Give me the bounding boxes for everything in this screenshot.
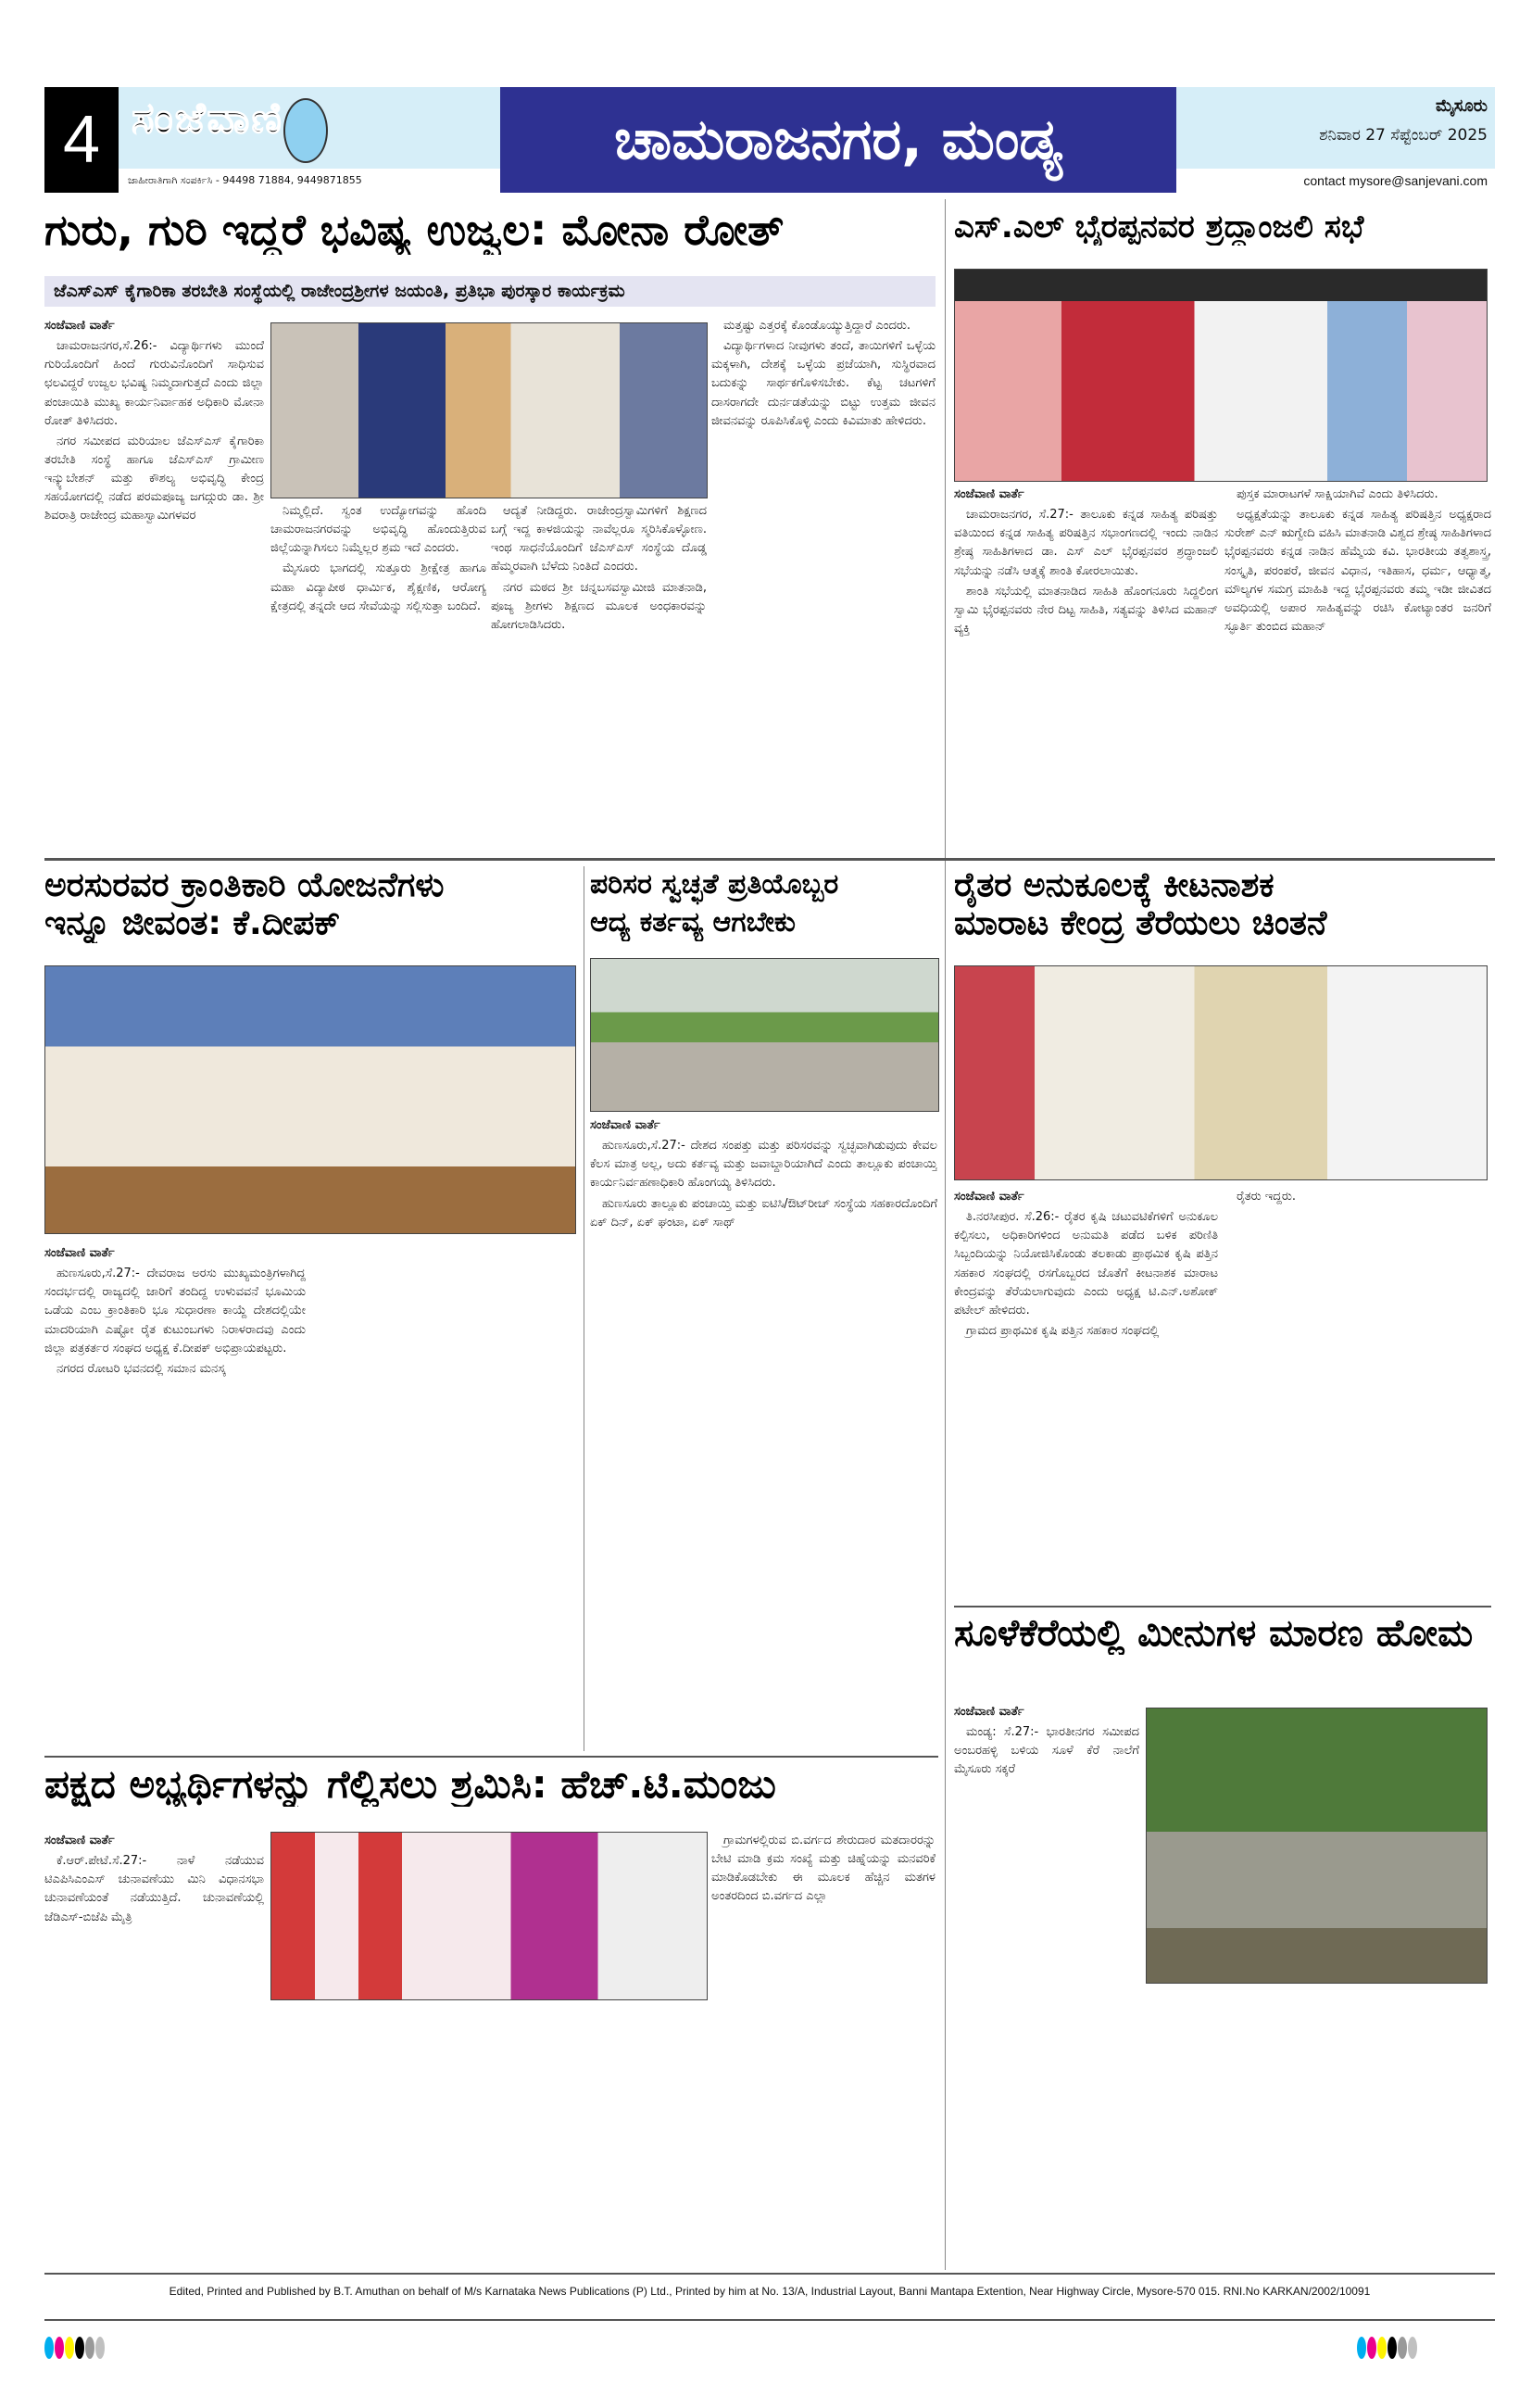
paragraph: ನಗರ ಸಮೀಪದ ಮರಿಯಾಲ ಜೆಎಸ್‌ಎಸ್ ಕೈಗಾರಿಕಾ ತರಬೇತಿ ಸಂಸ್ಥೆ ಹಾಗೂ ಜೆಎಸ್‌ಎಸ್ ಗ್ರಾಮೀಣ ಇನ್ಕ್ಯುಬೇಶನ್ ಮತ್ತು ಕೌಶಲ್ಯ ಅಭಿವೃದ್ಧಿ ಕೇಂದ್ರ ಸಹಯೋಗದಲ್ಲಿ ನಡೆದ ಪರಮಪೂಜ್ಯ ಜಗದ್ಗುರು ಡಾ. ಶ್ರೀ ಶಿವರಾತ್ರಿ ರಾಜೇಂದ್ರ ಮಹಾಸ್ವಾಮಿಗಳವರ — [44, 434, 264, 523]
headline — [954, 866, 1495, 943]
byline: ಸಂಜೆವಾಣಿ ವಾರ್ತೆ — [954, 487, 1024, 501]
photo-pesticide-centre — [954, 965, 1488, 1180]
headline-line: ರೈತರ ಅನುಕೂಲಕ್ಕೆ ಕೀಟನಾಶಕ — [954, 866, 1275, 904]
article-column — [44, 317, 264, 851]
paragraph: ಕೆ.ಆರ್.ಪೇಟೆ.ಸೆ.27:- ನಾಳೆ ನಡೆಯುವ ಟಿಎಪಿಸಿಎಂಎಸ್ ಚುನಾವಣೆಯು ಮಿನಿ ವಿಧಾನಸಭಾ ಚುನಾವಣೆಯಂತೆ ನಡೆಯುತ್ತಿದೆ. ಚುನಾವಣೆಯಲ್ಲಿ ಜೆಡಿಎಸ್-ಬಿಜೆಪಿ ಮೈತ್ರಿ — [44, 1854, 264, 1924]
paragraph: ಪುಸ್ತಕ ಮಾರಾಟಗಳೆ ಸಾಕ್ಷಿಯಾಗಿವೆ ಎಂದು ತಿಳಿಸಿದರು. — [1237, 487, 1438, 501]
registration-dot — [1377, 2337, 1387, 2359]
photo-dead-fish-lake — [1146, 1708, 1488, 1984]
photo-tribute-meeting — [954, 269, 1488, 482]
article-column — [711, 317, 936, 851]
headline-line: ಇನ್ನೂ ಜೀವಂತ: ಕೆ.ದೀಪಕ್ — [44, 904, 341, 943]
headline: ಸೂಳೆಕೆರೆಯಲ್ಲಿ ಮೀನುಗಳ ಮಾರಣ ಹೋಮ — [954, 1612, 1474, 1655]
headline-line: ಮಾರಾಟ ಕೇಂದ್ರ ತೆರೆಯಲು ಚಿಂತನೆ — [954, 904, 1327, 943]
article-column — [711, 1832, 936, 2261]
paragraph: ವಿದ್ಯಾರ್ಥಿಗಳಾದ ನೀವುಗಳು ತಂದೆ, ತಾಯಿಗಳಿಗೆ ಒಳ್ಳೆಯ ಮಕ್ಕಳಾಗಿ, ದೇಶಕ್ಕೆ ಒಳ್ಳೆಯ ಪ್ರಜೆಯಾಗಿ, ಸುಸ್ಥಿರವಾದ ಬದುಕನ್ನು ಸಾರ್ಥಕಗೊಳಿಸಬೇಕು. ಕೆಟ್ಟ ಚಟಗಳಿಗೆ ದಾಸರಾಗದೇ ದುರ್ನಡತೆಯನ್ನು ಬಿಟ್ಟು ಉತ್ತಮ ಜೀವನ ಜೀವನವನ್ನು ರೂಪಿಸಿಕೊಳ್ಳಿ ಎಂದು ಕಿವಿಮಾತು ಹೇಳಿದರು. — [711, 339, 936, 428]
paragraph: ಹುಣಸೂರು,ಸೆ.27:- ದೇವರಾಜ ಅರಸು ಮುಖ್ಯಮಂತ್ರಿಗಳಾಗಿದ್ದ ಸಂದರ್ಭದಲ್ಲಿ ರಾಜ್ಯದಲ್ಲಿ ಜಾರಿಗೆ ತಂದಿದ್ದ ಉಳುವವನೆ ಭೂಮಿಯ ಒಡೆಯ ಎಂಬ ಕ್ರಾಂತಿಕಾರಿ ಭೂ ಸುಧಾರಣಾ ಕಾಯ್ದೆ ದೇಶದಲ್ಲಿಯೇ ಮಾದರಿಯಾಗಿ ಎಷ್ಟೋ ರೈತ ಕುಟುಂಬಗಳು ನಿರಾಳರಾದವು ಎಂದು ಜಿಲ್ಲಾ ಪತ್ರಕರ್ತರ ಸಂಘದ ಅಧ್ಯಕ್ಷ ಕೆ.ದೀಪಕ್ ಅಭಿಪ್ರಾಯಪಟ್ಟರು. — [44, 1267, 306, 1355]
byline: ಸಂಜೆವಾಣಿ ವಾರ್ತೆ — [44, 1834, 115, 1847]
photo-cleanliness-drive — [590, 958, 939, 1112]
registration-dot — [55, 2337, 64, 2359]
paragraph: ತಿ.ನರಸೀಪುರ. ಸೆ.26:- ರೈತರ ಕೃಷಿ ಚಟುವಟಿಕೆಗಳಿಗೆ ಅನುಕೂಲ ಕಲ್ಪಿಸಲು, ಅಧಿಕಾರಿಗಳಿಂದ ಅನುಮತಿ ಪಡೆದ ಬಳಿಕ ಪರಿಣಿತಿ ಸಿಬ್ಬಂದಿಯನ್ನು ನಿಯೋಜಿಸಿಕೊಂಡು ತಲಕಾಡು ಪ್ರಾಥಮಿಕ ಕೃಷಿ ಪತ್ತಿನ ಸಹಕಾರ ಸಂಘದಲ್ಲಿ ರಸಗೊಬ್ಬರದ ಜೊತೆಗೆ ಕೀಟನಾಶಕ ಮಾರಾಟ ಕೇಂದ್ರವನ್ನು ತೆರೆಯಲಾಗುವುದು ಎಂದು ಅಧ್ಯಕ್ಷ ಟಿ.ಎನ್.ಅಶೋಕ್ ಪಟೇಲ್ ಹೇಳಿದರು. — [954, 1210, 1218, 1317]
headline — [44, 866, 582, 943]
paragraph: ಶಾಂತಿ ಸಭೆಯಲ್ಲಿ ಮಾತನಾಡಿದ ಸಾಹಿತಿ ಹೊಂಗನೂರು ಸಿದ್ದಲಿಂಗ ಸ್ವಾಮಿ ಭೈರಪ್ಪನವರು ನೇರ ದಿಟ್ಟ ಸಾಹಿತಿ, ಸತ್ಯವನ್ನು ತಿಳಿಸಿದ ಮಹಾನ್ ವ್ಯಕ್ತಿ — [954, 584, 1218, 636]
dove-emblem-icon — [283, 98, 328, 163]
paragraph: ನಿಮ್ಮಲ್ಲಿದೆ. ಸ್ವಂತ ಉದ್ಯೋಗವನ್ನು ಹೊಂದಿ ಚಾಮರಾಜನಗರವನ್ನು ಅಭಿವೃದ್ಧಿ ಹೊಂದುತ್ತಿರುವ ಜಿಲ್ಲೆಯನ್ನಾಗಿಸಲು ನಿಮ್ಮೆಲ್ಲರ ಶ್ರಮ ಇದೆ ಎಂದರು. — [270, 504, 486, 556]
section-rule — [44, 1756, 938, 1758]
paragraph: ಚಾಮರಾಜನಗರ, ಸೆ.27:- ತಾಲೂಕು ಕನ್ನಡ ಸಾಹಿತ್ಯ ಪರಿಷತ್ತು ವತಿಯಿಂದ ಕನ್ನಡ ಸಾಹಿತ್ಯ ಪರಿಷತ್ತಿನ ಸಭಾಂಗಣದಲ್ಲಿ ಇಂದು ನಾಡಿನ ಶ್ರೇಷ್ಠ ಸಾಹಿತಿಗಳಾದ ಡಾ. ಎಸ್ ಎಲ್ ಭೈರಪ್ಪನವರ ಶ್ರದ್ಧಾಂಜಲಿ ಸಭೆಯನ್ನು ನಡೆಸಿ ಆತ್ಮಕ್ಕೆ ಶಾಂತಿ ಕೋರಲಾಯಿತು. — [954, 508, 1218, 578]
article-column — [491, 2006, 707, 2261]
article-column — [590, 1116, 937, 1746]
column-divider — [945, 199, 946, 2270]
registration-dot — [1357, 2337, 1366, 2359]
paragraph: ಮೈಸೂರು ಭಾಗದಲ್ಲಿ ಸುತ್ತೂರು ಶ್ರೀಕ್ಷೇತ್ರ ಹಾಗೂ ಮಹಾ ವಿದ್ಯಾಪೀಠ ಧಾರ್ಮಿಕ, ಶೈಕ್ಷಣಿಕ, ಆರೋಗ್ಯ ಕ್ಷೇತ್ರದಲ್ಲಿ ತನ್ನದೇ ಆದ ಸೇವೆಯನ್ನು ಸಲ್ಲಿಸುತ್ತಾ ಬಂದಿದೆ. — [270, 561, 486, 613]
paragraph: ಆದ್ಯತೆ ನೀಡಿದ್ದರು. ರಾಜೇಂದ್ರಸ್ವಾಮಿಗಳಿಗೆ ಶಿಕ್ಷಣದ ಬಗ್ಗೆ ಇದ್ದ ಕಾಳಜಿಯನ್ನು ನಾವೆಲ್ಲರೂ ಸ್ಮರಿಸಿಕೊಳ್ಳೋಣ. ಇಂಥ ಸಾಧನೆಯೊಂದಿಗೆ ಜೆಎಸ್‌ಎಸ್ ಸಂಸ್ಥೆಯ ದೊಡ್ಡ ಹೆಮ್ಮರವಾಗಿ ಬೆಳೆದು ನಿಂತಿದೆ ಎಂದರು. — [491, 504, 707, 574]
contact-email: contact mysore@sanjevani.com — [1176, 169, 1495, 193]
paragraph: ಗ್ರಾಮಗಳಲ್ಲಿರುವ ಬಿ.ವರ್ಗದ ಶೇರುದಾರ ಮತದಾರರನ್ನು ಬೇಟಿ ಮಾಡಿ ಕ್ರಮ ಸಂಖ್ಯೆ ಮತ್ತು ಚಿಹ್ನೆಯನ್ನು ಮನವರಿಕೆ ಮಾಡಿಕೊಡಬೇಕು ಈ ಮೂಲಕ ಹೆಚ್ಚಿನ ಮತಗಳ ಅಂತರದಿಂದ ಬಿ.ವರ್ಗದ ಎಲ್ಲಾ — [711, 1834, 936, 1904]
article-column — [954, 1188, 1218, 1601]
registration-dot — [65, 2337, 74, 2359]
ad-contact: ಜಾಹೀರಾತಿಗಾಗಿ ಸಂಪರ್ಕಿಸಿ - 94498 71884, 9449871855 — [119, 169, 500, 193]
photo-jayanthi-event — [270, 322, 708, 498]
registration-dot — [1408, 2337, 1417, 2359]
paragraph: ಮಂಡ್ಯ: ಸೆ.27:- ಭಾರತೀನಗರ ಸಮೀಪದ ಅಂಬರಹಳ್ಳಿ ಬಳಿಯ ಸೂಳೆ ಕೆರೆ ನಾಲೆಗೆ ಮೈಸೂರು ಸಕ್ಕರೆ — [954, 1725, 1139, 1777]
headline-line: ಪರಿಸರ ಸ್ವಚ್ಛತೆ ಪ್ರತಿಯೊಬ್ಬರ — [590, 868, 839, 901]
paragraph: ಹುಣಸೂರು,ಸೆ.27:- ದೇಶದ ಸಂಪತ್ತು ಮತ್ತು ಪರಿಸರವನ್ನು ಸ್ವಚ್ಛವಾಗಿಡುವುದು ಕೇವಲ ಕೆಲಸ ಮಾತ್ರ ಅಲ್ಲ, ಅದು ಕರ್ತವ್ಯ ಮತ್ತು ಜವಾಬ್ದಾರಿಯಾಗಿದೆ ಎಂದು ತಾಲ್ಲೂಕು ಪಂಚಾಯ್ತಿ ಕಾರ್ಯನಿರ್ವಹಣಾಧಿಕಾರಿ ಹೊಂಗಯ್ಯ ತಿಳಿಸಿದರು. — [590, 1139, 937, 1191]
byline: ಸಂಜೆವಾಣಿ ವಾರ್ತೆ — [954, 1705, 1024, 1719]
edition-date: ಶನಿವಾರ 27 ಸೆಪ್ಟೆಂಬರ್ 2025 — [1319, 126, 1488, 145]
subheadline: ಜೆಎಸ್‌ಎಸ್ ಕೈಗಾರಿಕಾ ತರಬೇತಿ ಸಂಸ್ಥೆಯಲ್ಲಿ ರಾಜೇಂದ್ರಶ್ರೀಗಳ ಜಯಂತಿ, ಪ್ರತಿಭಾ ಪುರಸ್ಕಾರ ಕಾರ್ಯಕ್ರಮ — [44, 276, 936, 307]
paragraph: ಗ್ರಾಮದ ಪ್ರಾಥಮಿಕ ಕೃಷಿ ಪತ್ತಿನ ಸಹಕಾರ ಸಂಘದಲ್ಲಿ — [966, 1323, 1160, 1338]
registration-dot — [95, 2337, 105, 2359]
paragraph: ಅಧ್ಯಕ್ಷತೆಯನ್ನು ತಾಲೂಕು ಕನ್ನಡ ಸಾಹಿತ್ಯ ಪರಿಷತ್ತಿನ ಅಧ್ಯಕ್ಷರಾದ ಸುರೇಶ್ ಎನ್ ಋಗ್ವೇದಿ ವಹಿಸಿ ಮಾತನಾಡಿ ವಿಶ್ವದ ಶ್ರೇಷ್ಠ ಸಾಹಿತಿಗಳಾದ ಭೈರಪ್ಪನವರು ಕನ್ನಡ ನಾಡಿನ ಹೆಮ್ಮೆಯ ಕವಿ. ಭಾರತೀಯ ತತ್ವಶಾಸ್ತ್ರ, ಸಂಸ್ಕೃತಿ, ಪರಂಪರೆ, ಜೀವನ ವಿಧಾನ, ಇತಿಹಾಸ, ಧರ್ಮ, ಆಧ್ಯಾತ್ಮ, ಮೌಲ್ಯಗಳ ಸಮಗ್ರ ಮಾಹಿತಿ ಇದ್ದ ಭೈರಪ್ಪನವರು ತಮ್ಮ ಇಡೀ ಜೀವಿತದ ಅವಧಿಯಲ್ಲಿ ಅಪಾರ ಸಾಹಿತ್ಯವನ್ನು ರಚಿಸಿ ಕೋಟ್ಯಾಂತರ ಜನರಿಗೆ ಸ್ಫೂರ್ತಿ ತುಂಬಿದ ಮಹಾನ್ — [1224, 508, 1491, 634]
byline: ಸಂಜೆವಾಣಿ ವಾರ್ತೆ — [590, 1118, 660, 1132]
article-column — [44, 1832, 264, 2261]
headline: ಎಸ್.ಎಲ್ ಭೈರಪ್ಪನವರ ಶ್ರದ್ಧಾಂಜಲಿ ಸಭೆ — [954, 209, 1364, 246]
paragraph: ಚಾಮರಾಜನಗರ,ಸೆ.26:- ವಿದ್ಯಾರ್ಥಿಗಳು ಮುಂದೆ ಗುರಿಯೊಂದಿಗೆ ಹಿಂದೆ ಗುರುವಿನೊಂದಿಗೆ ಸಾಧಿಸುವ ಛಲವಿದ್ದರೆ ಉಜ್ವಲ ಭವಿಷ್ಯ ನಿಮ್ಮದಾಗುತ್ತದೆ ಎಂದು ಜಿಲ್ಲಾ ಪಂಚಾಯಿತಿ ಮುಖ್ಯ ಕಾರ್ಯನಿರ್ವಾಹಕ ಅಧಿಕಾರಿ ಮೋನಾ ರೋತ್ ತಿಳಿಸಿದರು. — [44, 339, 264, 428]
registration-dot — [1398, 2337, 1407, 2359]
article-column — [954, 485, 1218, 851]
registration-dot — [85, 2337, 94, 2359]
section-rule — [954, 1606, 1491, 1607]
article-column — [270, 2006, 486, 2261]
article-column — [270, 502, 486, 851]
registration-dot — [1388, 2337, 1397, 2359]
article-column — [44, 1244, 306, 1746]
masthead-logo — [119, 87, 500, 193]
article-column — [1224, 1188, 1491, 1601]
headline: ಗುರು, ಗುರಿ ಇದ್ದರೆ ಭವಿಷ್ಯ ಉಜ್ವಲ: ಮೋನಾ ರೋತ್ — [44, 206, 785, 255]
paragraph: ಮತ್ತಷ್ಟು ಎತ್ತರಕ್ಕೆ ಕೊಂಡೊಯ್ಯುತ್ತಿದ್ದಾರೆ ಎಂದರು. — [723, 319, 911, 333]
headline — [590, 866, 940, 941]
byline: ಸಂಜೆವಾಣಿ ವಾರ್ತೆ — [44, 1246, 115, 1260]
article-column — [313, 1244, 574, 1746]
footer-rule — [44, 2319, 1495, 2321]
edition-info — [1176, 87, 1495, 193]
photo-urs-event — [44, 965, 576, 1234]
registration-dot — [75, 2337, 84, 2359]
headline-line: ಅರಸುರವರ ಕ್ರಾಂತಿಕಾರಿ ಯೋಜನೆಗಳು — [44, 866, 445, 904]
byline: ಸಂಜೆವಾಣಿ ವಾರ್ತೆ — [954, 1190, 1024, 1204]
registration-dot — [1367, 2337, 1376, 2359]
page-number: 4 — [44, 87, 119, 193]
paragraph: ನಗರ ಮಠದ ಶ್ರೀ ಚನ್ನಬಸವಸ್ವಾಮೀಜಿ ಮಾತನಾಡಿ, ಪೂಜ್ಯ ಶ್ರೀಗಳು ಶಿಕ್ಷಣದ ಮೂಲಕ ಅಂಧಕಾರವನ್ನು ಹೋಗಲಾಡಿಸಿದರು. — [491, 580, 707, 632]
section-title: ಚಾಮರಾಜನಗರ, ಮಂಡ್ಯ — [500, 87, 1176, 193]
headline: ಪಕ್ಷದ ಅಭ್ಯರ್ಥಿಗಳನ್ನು ಗೆಲ್ಲಿಸಲು ಶ್ರಮಿಸಿ: ಹೆಚ್.ಟಿ.ಮಂಜು — [44, 1762, 776, 1807]
registration-dot — [44, 2337, 54, 2359]
footer-rule — [44, 2273, 1495, 2275]
article-column — [1224, 485, 1491, 851]
byline: ಸಂಜೆವಾಣಿ ವಾರ್ತೆ — [44, 319, 115, 333]
article-column — [954, 1703, 1139, 2261]
logo-wordmark: ಸಂಜೆವಾಣಿ — [132, 93, 283, 143]
article-column — [491, 502, 707, 851]
article-column — [1146, 1987, 1491, 2261]
paragraph: ಹುಣಸೂರು ತಾಲ್ಲೂಕು ಪಂಚಾಯ್ತಿ ಮತ್ತು ಐಟಿಸಿ/ಔಟ್‌ರೀಚ್ ಸಂಸ್ಥೆಯ ಸಹಕಾರದೊಂದಿಗೆ ಏಕ್ ದಿನ್, ಏಕ್ ಘಂಟಾ, ಏಕ್ ಸಾಥ್ — [590, 1196, 937, 1229]
headline-line: ಆದ್ಯ ಕರ್ತವ್ಯ ಆಗಬೇಕು — [590, 905, 796, 939]
edition-city: ಮೈಸೂರು — [1436, 96, 1488, 116]
paragraph: ರೈತರು ಇದ್ದರು. — [1237, 1190, 1296, 1204]
section-rule — [44, 858, 1495, 861]
imprint-line: Edited, Printed and Published by B.T. Amuthan on behalf of M/s Karnataka News Publications (P) Ltd., Printed by him at No. 13/A, Industrial Layout, Banni Mantapa Extention, Near Highway Circle, Mysore-570 015. RNI.No KARKAN/2002/10091 — [169, 2285, 1371, 2298]
paragraph: ನಗರದ ರೋಟರಿ ಭವನದಲ್ಲಿ ಸಮಾನ ಮನಸ್ಕ — [57, 1361, 226, 1376]
photo-party-meeting — [270, 1832, 708, 2000]
